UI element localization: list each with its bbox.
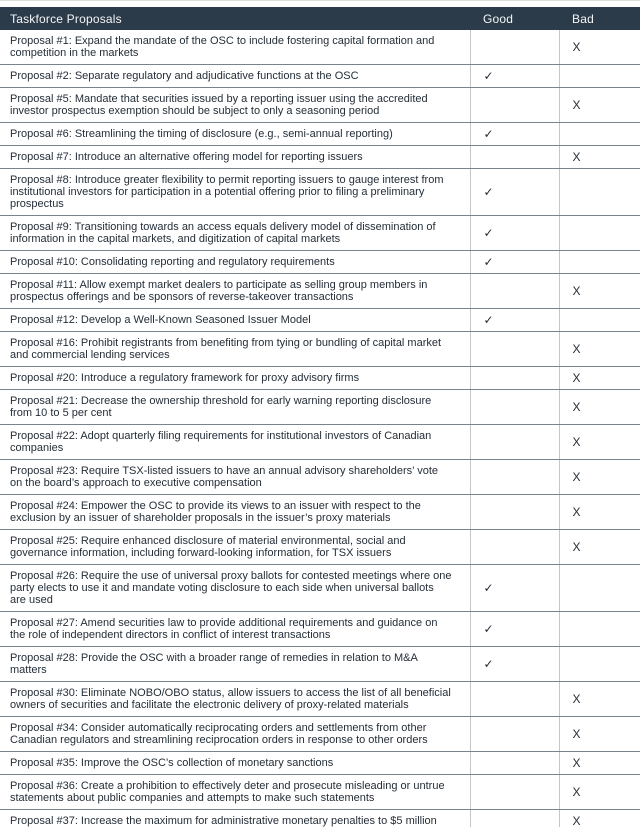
good-mark-cell <box>470 123 559 146</box>
check-mark: ✓ <box>483 185 494 199</box>
proposal-label: Proposal #5: Mandate that securities issued by a reporting issuer using the accredited investor prospectus exemption should be subject to only a seasoning period <box>0 88 470 123</box>
proposal-label: Proposal #36: Create a prohibition to effectively deter and prosecute misleading or untrue statements about public companies and attempts to make such statements <box>0 775 470 810</box>
good-mark-cell <box>470 30 559 65</box>
bad-mark-cell <box>559 123 640 146</box>
proposal-label: Proposal #2: Separate regulatory and adjudicative functions at the OSC <box>0 65 470 88</box>
good-mark-cell <box>470 274 559 309</box>
proposal-label: Proposal #6: Streamlining the timing of disclosure (e.g., semi-annual reporting) <box>0 123 470 146</box>
bad-mark-cell <box>559 775 640 810</box>
x-mark: X <box>572 400 581 414</box>
check-mark: ✓ <box>483 657 494 671</box>
bad-mark-cell <box>559 146 640 169</box>
good-mark-cell <box>470 332 559 367</box>
table-row <box>0 565 640 612</box>
bad-mark-cell <box>559 169 640 216</box>
column-header-bad: Bad <box>559 7 640 30</box>
x-mark: X <box>572 756 581 770</box>
proposal-label: Proposal #12: Develop a Well-Known Seasoned Issuer Model <box>0 309 470 332</box>
table-row <box>0 425 640 460</box>
proposal-label: Proposal #9: Transitioning towards an access equals delivery model of dissemination of information in the capital markets, and digitization of capital markets <box>0 216 470 251</box>
bad-mark-cell <box>559 752 640 775</box>
table-row <box>0 775 640 810</box>
x-mark: X <box>572 435 581 449</box>
column-header-good: Good <box>470 7 559 30</box>
bad-mark-cell <box>559 530 640 565</box>
table-row <box>0 169 640 216</box>
bad-mark-cell <box>559 367 640 390</box>
good-mark-cell <box>470 647 559 682</box>
good-mark-cell <box>470 251 559 274</box>
bad-mark-cell <box>559 460 640 495</box>
bad-mark-cell <box>559 717 640 752</box>
table-row <box>0 88 640 123</box>
table-row <box>0 390 640 425</box>
bad-mark-cell <box>559 309 640 332</box>
bad-mark-cell <box>559 332 640 367</box>
check-mark: ✓ <box>483 255 494 269</box>
good-mark-cell <box>470 530 559 565</box>
good-mark-cell <box>470 425 559 460</box>
bad-mark-cell <box>559 30 640 65</box>
good-mark-cell <box>470 752 559 775</box>
table-row <box>0 251 640 274</box>
proposal-label: Proposal #20: Introduce a regulatory framework for proxy advisory firms <box>0 367 470 390</box>
check-mark: ✓ <box>483 313 494 327</box>
x-mark: X <box>572 40 581 54</box>
table-row <box>0 65 640 88</box>
bad-mark-cell <box>559 274 640 309</box>
proposal-label: Proposal #34: Consider automatically reciprocating orders and settlements from other Canadian regulators and streamlining reciprocation orders in response to other orders <box>0 717 470 752</box>
proposal-label: Proposal #10: Consolidating reporting and regulatory requirements <box>0 251 470 274</box>
proposal-label: Proposal #35: Improve the OSC’s collection of monetary sanctions <box>0 752 470 775</box>
bad-mark-cell <box>559 810 640 827</box>
proposal-label: Proposal #30: Eliminate NOBO/OBO status, allow issuers to access the list of all beneficial owners of securities and facilitate the electronic delivery of proxy-related materials <box>0 682 470 717</box>
bad-mark-cell <box>559 251 640 274</box>
check-mark: ✓ <box>483 226 494 240</box>
proposal-label: Proposal #21: Decrease the ownership threshold for early warning reporting disclosure from 10 to 5 per cent <box>0 390 470 425</box>
good-mark-cell <box>470 146 559 169</box>
proposal-label: Proposal #25: Require enhanced disclosure of material environmental, social and governance information, including forward-looking information, for TSX issuers <box>0 530 470 565</box>
proposal-label: Proposal #1: Expand the mandate of the OSC to include fostering capital formation and competition in the markets <box>0 30 470 65</box>
bad-mark-cell <box>559 495 640 530</box>
check-mark: ✓ <box>483 69 494 83</box>
table-row <box>0 332 640 367</box>
bad-mark-cell <box>559 682 640 717</box>
good-mark-cell <box>470 495 559 530</box>
proposal-label: Proposal #22: Adopt quarterly filing requirements for institutional investors of Canadian companies <box>0 425 470 460</box>
bad-mark-cell <box>559 612 640 647</box>
proposal-label: Proposal #8: Introduce greater flexibility to permit reporting issuers to gauge interest from institutional investors for participation in a potential offering prior to filing a preliminary prospectus <box>0 169 470 216</box>
good-mark-cell <box>470 565 559 612</box>
good-mark-cell <box>470 810 559 827</box>
x-mark: X <box>572 727 581 741</box>
check-mark: ✓ <box>483 622 494 636</box>
table-row <box>0 216 640 251</box>
bad-mark-cell <box>559 565 640 612</box>
x-mark: X <box>572 540 581 554</box>
bad-mark-cell <box>559 88 640 123</box>
table-row <box>0 530 640 565</box>
x-mark: X <box>572 150 581 164</box>
x-mark: X <box>572 371 581 385</box>
x-mark: X <box>572 342 581 356</box>
good-mark-cell <box>470 216 559 251</box>
x-mark: X <box>572 814 581 827</box>
table-row <box>0 274 640 309</box>
table-row <box>0 309 640 332</box>
bad-mark-cell <box>559 425 640 460</box>
check-mark: ✓ <box>483 581 494 595</box>
header-row <box>0 7 640 30</box>
good-mark-cell <box>470 169 559 216</box>
table-row <box>0 682 640 717</box>
proposal-label: Proposal #23: Require TSX-listed issuers to have an annual advisory shareholders’ vote on the board’s approach to executive compensation <box>0 460 470 495</box>
proposals-table <box>0 7 640 827</box>
table-row <box>0 460 640 495</box>
table-row <box>0 717 640 752</box>
bad-mark-cell <box>559 65 640 88</box>
x-mark: X <box>572 284 581 298</box>
table-row <box>0 810 640 827</box>
table-body <box>0 30 640 827</box>
good-mark-cell <box>470 612 559 647</box>
proposal-label: Proposal #26: Require the use of universal proxy ballots for contested meetings where one party elects to use it and mandate voting disclosure to each side when universal ballots are used <box>0 565 470 612</box>
x-mark: X <box>572 785 581 799</box>
good-mark-cell <box>470 717 559 752</box>
x-mark: X <box>572 692 581 706</box>
bad-mark-cell <box>559 647 640 682</box>
table-row <box>0 123 640 146</box>
proposal-label: Proposal #16: Prohibit registrants from benefiting from tying or bundling of capital market and commercial lending services <box>0 332 470 367</box>
table-row <box>0 647 640 682</box>
table-row <box>0 495 640 530</box>
good-mark-cell <box>470 88 559 123</box>
good-mark-cell <box>470 460 559 495</box>
bad-mark-cell <box>559 390 640 425</box>
proposal-label: Proposal #7: Introduce an alternative offering model for reporting issuers <box>0 146 470 169</box>
good-mark-cell <box>470 775 559 810</box>
x-mark: X <box>572 98 581 112</box>
good-mark-cell <box>470 390 559 425</box>
proposal-label: Proposal #11: Allow exempt market dealers to participate as selling group members in prospectus offerings and be sponsors of reverse-takeover transactions <box>0 274 470 309</box>
x-mark: X <box>572 505 581 519</box>
table-header <box>0 7 640 30</box>
good-mark-cell <box>470 65 559 88</box>
table-row <box>0 30 640 65</box>
table-row <box>0 612 640 647</box>
table-row <box>0 146 640 169</box>
good-mark-cell <box>470 367 559 390</box>
bad-mark-cell <box>559 216 640 251</box>
column-header-proposals: Taskforce Proposals <box>0 7 470 30</box>
good-mark-cell <box>470 309 559 332</box>
proposal-label: Proposal #27: Amend securities law to provide additional requirements and guidance on the role of independent directors in conflict of interest transactions <box>0 612 470 647</box>
proposal-label: Proposal #24: Empower the OSC to provide its views to an issuer with respect to the exclusion by an issuer of shareholder proposals in the issuer’s proxy materials <box>0 495 470 530</box>
table-row <box>0 752 640 775</box>
table-row <box>0 367 640 390</box>
good-mark-cell <box>470 682 559 717</box>
check-mark: ✓ <box>483 127 494 141</box>
x-mark: X <box>572 470 581 484</box>
proposal-label: Proposal #28: Provide the OSC with a broader range of remedies in relation to M&A matters <box>0 647 470 682</box>
proposal-label: Proposal #37: Increase the maximum for administrative monetary penalties to $5 million <box>0 810 470 827</box>
